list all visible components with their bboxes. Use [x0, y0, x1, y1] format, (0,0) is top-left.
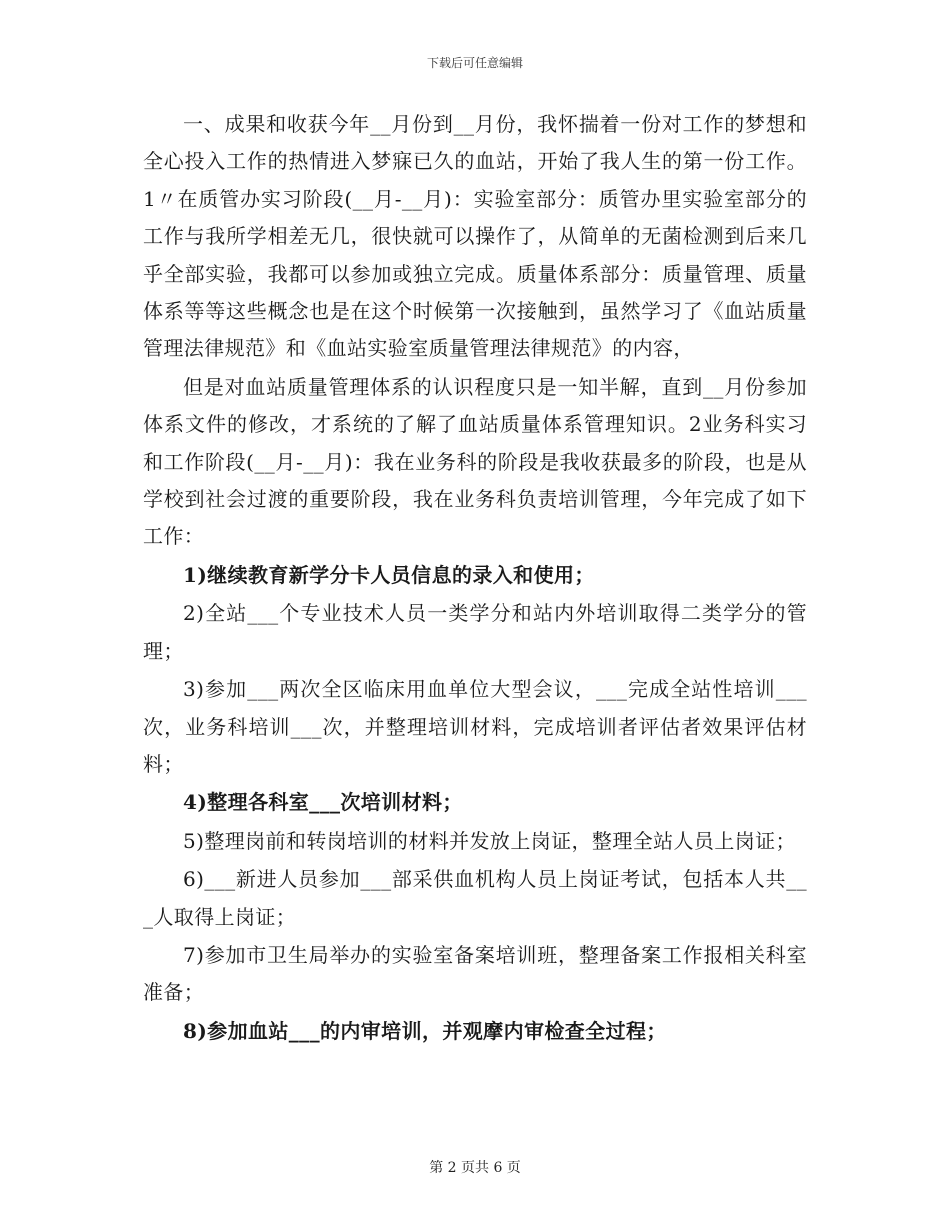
list-item-6: 6)___新进人员参加___部采供血机构人员上岗证考试，包括本人共___人取得上岗证；: [143, 867, 807, 929]
page-header: [0, 54, 950, 71]
list-item-2: 2)全站___个专业技术人员一类学分和站内外培训取得二类学分的管理；: [143, 601, 807, 663]
paragraph-1: 一、成果和收获今年__月份到__月份，我怀揣着一份对工作的梦想和全心投入工作的热情进入梦寐已久的血站，开始了我人生的第一份工作。1〃在质管办实习阶段(__月-__月)：实验室部分：质管办里实验室部分的工作与我所学相差无几，很快就可以操作了，从简单的无菌检测到后来几乎全部实验，我都可以参加或独立完成。质量体系部分：质量管理、质量体系等等这些概念也是在这个时候第一次接触到，虽然学习了《血站质量管理法律规范》和《血站实验室质量管理法律规范》的内容，: [143, 112, 807, 361]
paragraph-2: 但是对血站质量管理体系的认识程度只是一知半解，直到__月份参加体系文件的修改，才系统的了解了血站质量体系管理知识。2业务科实习和工作阶段(__月-__月)：我在业务科的阶段是我收获最多的阶段，也是从学校到社会过渡的重要阶段，我在业务科负责培训管理，今年完成了如下工作：: [143, 374, 807, 549]
header-note: 下载后可任意编辑: [426, 56, 523, 70]
page-number: 第 2 页共 6 页: [429, 1160, 521, 1176]
list-item-3: 3)参加___两次全区临床用血单位大型会议，___完成全站性培训___次，业务科培训___次，并整理培训材料，完成培训者评估者效果评估材料；: [143, 677, 807, 776]
list-item-4: 4)整理各科室___次培训材料；: [183, 790, 463, 815]
document-body: [143, 106, 807, 1050]
list-item-7: 7)参加市卫生局举办的实验室备案培训班，整理备案工作报相关科室准备；: [143, 942, 807, 1005]
list-item-1: 1)继续教育新学分卡人员信息的录入和使用；: [183, 562, 595, 587]
list-item-5: 5)整理岗前和转岗培训的材料并发放上岗证，整理全站人员上岗证；: [183, 828, 796, 853]
page-footer: [0, 1157, 950, 1177]
list-item-8: 8)参加血站___的内审培训，并观摩内审检查全过程；: [183, 1018, 667, 1043]
